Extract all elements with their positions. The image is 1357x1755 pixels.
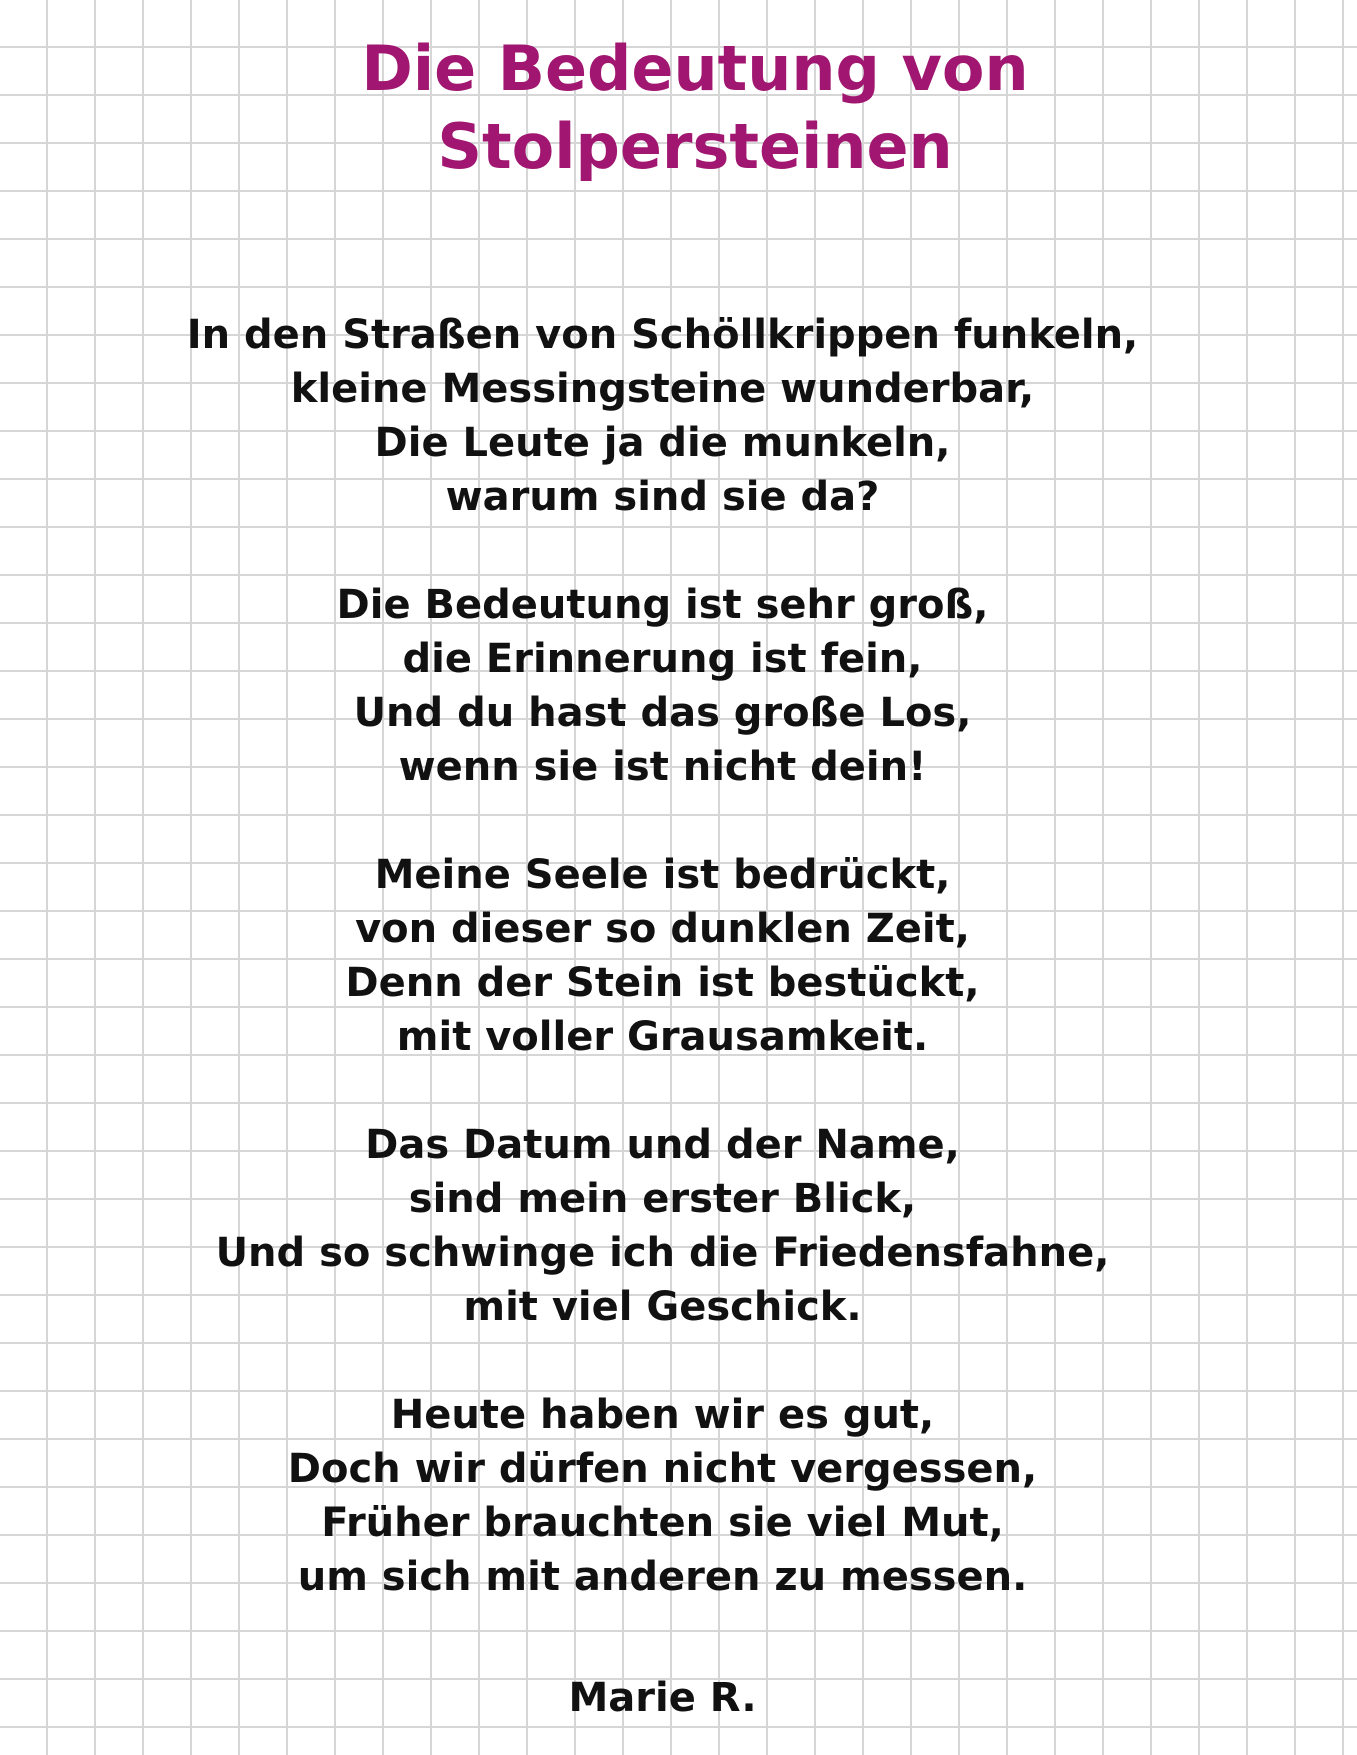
poem-line: wenn sie ist nicht dein! — [398, 744, 927, 790]
stanza-3 — [80, 848, 1245, 1064]
poem-line: Früher brauchten sie viel Mut, — [321, 1500, 1004, 1546]
stanza-1 — [80, 308, 1245, 524]
stanza-4 — [80, 1118, 1245, 1334]
stanza-5 — [80, 1388, 1245, 1604]
poem-line: Die Bedeutung ist sehr groß, — [336, 582, 989, 628]
poem-line: Heute haben wir es gut, — [390, 1392, 935, 1438]
poem-line: Und so schwinge ich die Friedensfahne, — [215, 1230, 1110, 1276]
poem-line: In den Straßen von Schöllkrippen funkeln, — [186, 312, 1139, 358]
poem-title-line-1: Die Bedeutung von — [361, 32, 1029, 105]
poem-line: Meine Seele ist bedrückt, — [374, 852, 951, 898]
poem-author: Marie R. — [568, 1675, 757, 1721]
poem-title-line-2: Stolpersteinen — [437, 110, 953, 183]
poem-line: um sich mit anderen zu messen. — [297, 1554, 1028, 1600]
poem-line: warum sind sie da? — [445, 474, 880, 520]
poem-line: sind mein erster Blick, — [408, 1176, 917, 1222]
poem-title — [200, 30, 1190, 186]
poem-line: Und du hast das große Los, — [353, 690, 972, 736]
poem-line: mit viel Geschick. — [463, 1284, 862, 1330]
poem-line: kleine Messingsteine wunderbar, — [290, 366, 1035, 412]
poem-body — [80, 308, 1245, 1658]
poem-line: mit voller Grausamkeit. — [396, 1014, 929, 1060]
poem-line: die Erinnerung ist fein, — [402, 636, 923, 682]
poem-line: von dieser so dunklen Zeit, — [355, 906, 970, 952]
stanza-2 — [80, 578, 1245, 794]
poem-line: Doch wir dürfen nicht vergessen, — [287, 1446, 1038, 1492]
poem-line: Die Leute ja die munkeln, — [374, 420, 951, 466]
poem-line: Das Datum und der Name, — [365, 1122, 960, 1168]
poem-line: Denn der Stein ist bestückt, — [345, 960, 980, 1006]
